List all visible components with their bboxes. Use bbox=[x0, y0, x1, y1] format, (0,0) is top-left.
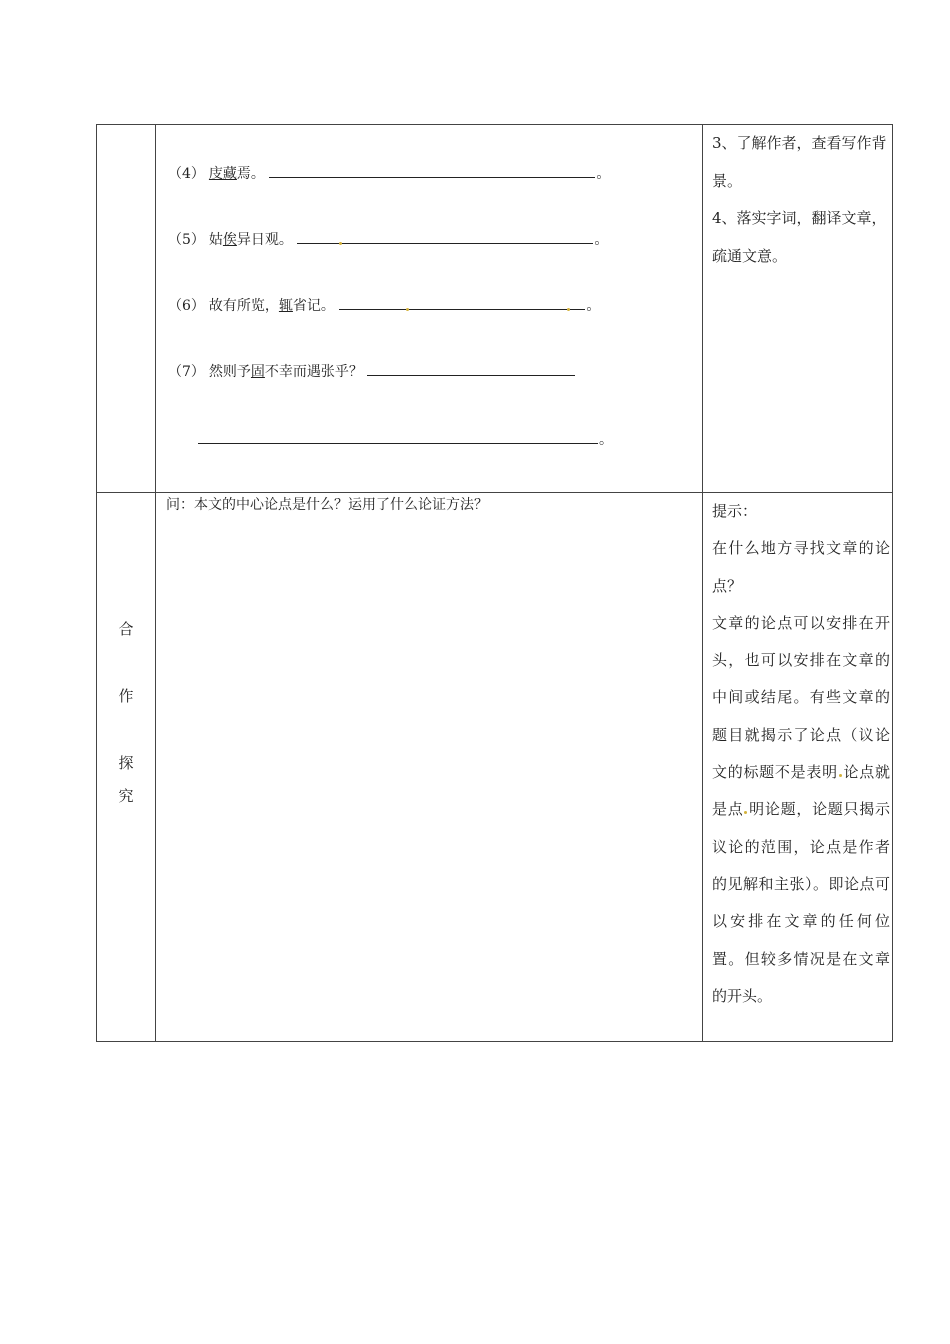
answer-blank[interactable] bbox=[269, 163, 595, 178]
hint-text bbox=[712, 493, 890, 1015]
underlined-word: 庋藏 bbox=[208, 166, 237, 182]
underlined-word: 俟 bbox=[222, 232, 237, 248]
guide-step-4: 4、落实字词，翻译文章，疏通文意。 bbox=[712, 209, 887, 265]
section-label-char: 探 bbox=[118, 754, 134, 772]
section-label-char: 合 bbox=[118, 620, 134, 638]
hint-title: 提示： bbox=[712, 502, 758, 520]
exercise-number: （4） bbox=[168, 166, 205, 182]
answer-blank[interactable] bbox=[367, 361, 575, 376]
discussion-question: 问：本文的中心论点是什么？运用了什么论证方法？ bbox=[166, 497, 488, 513]
table-row-translation bbox=[97, 125, 893, 493]
answer-blank[interactable] bbox=[297, 229, 593, 244]
exercise-number: （7） bbox=[168, 364, 205, 380]
exercise-5: （5） 姑俟异日观。 。 bbox=[168, 229, 608, 250]
guide-step-3: 3、了解作者，查看写作背景。 bbox=[712, 134, 887, 190]
answer-blank[interactable] bbox=[198, 429, 598, 444]
exercise-6: （6） 故有所览，辄省记。 。 bbox=[168, 295, 600, 316]
section-label-cell bbox=[97, 493, 156, 1042]
exercise-7-continued: 。 bbox=[198, 429, 613, 450]
section-label-char: 究 bbox=[118, 787, 134, 805]
section-label-cell-empty bbox=[97, 125, 156, 493]
answer-blank[interactable] bbox=[339, 295, 585, 310]
worksheet-table bbox=[96, 124, 893, 1042]
exercise-cell bbox=[156, 125, 703, 493]
question-cell bbox=[156, 493, 703, 1042]
exercise-4: （4） 庋藏焉。 。 bbox=[168, 163, 610, 184]
exercise-number: （5） bbox=[168, 232, 205, 248]
guide-steps bbox=[712, 125, 888, 275]
section-label-char: 作 bbox=[118, 687, 134, 705]
exercise-7: （7） 然则予固不幸而遇张乎？ bbox=[168, 361, 575, 382]
underlined-word: 辄 bbox=[278, 298, 293, 314]
hint-question: 在什么地方寻找文章的论点？ bbox=[712, 539, 890, 595]
hint-body: 文章的论点可以安排在开头，也可以安排在文章的中间或结尾。有些文章的题目就揭示了论点（议论文的标题不是表明 论点就是点 明论题，论题只揭示议论的范围，论点是作者的见解和主张）。即论点可以安排在文章的任何位置。但较多情况是在文章的开头。 bbox=[712, 613, 890, 1005]
underlined-word: 固 bbox=[250, 364, 265, 380]
guide-cell bbox=[703, 125, 893, 493]
exercise-number: （6） bbox=[168, 298, 205, 314]
hint-cell bbox=[703, 493, 893, 1042]
table-row-cooperative-inquiry bbox=[97, 493, 893, 1042]
